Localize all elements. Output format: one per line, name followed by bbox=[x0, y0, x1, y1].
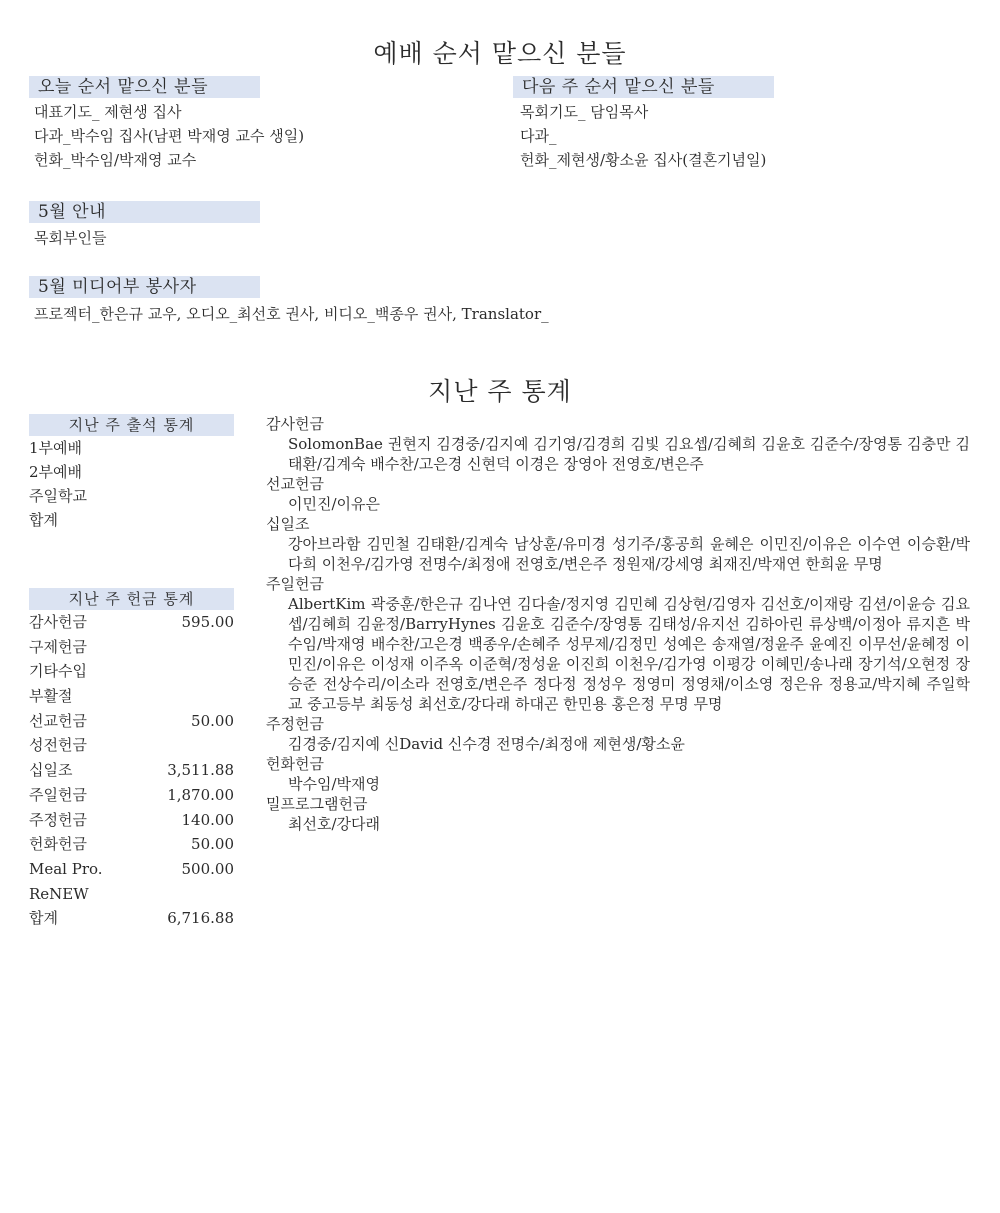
donor-section-title: 주일헌금 bbox=[266, 575, 324, 593]
attendance-row bbox=[29, 508, 234, 532]
offering-row bbox=[29, 659, 234, 684]
next-week-line: 헌화_제현생/황소윤 집사(결혼기념일) bbox=[520, 151, 767, 169]
offering-table bbox=[29, 588, 234, 931]
offering-amount: 595.00 bbox=[181, 613, 234, 631]
offering-row bbox=[29, 783, 234, 808]
donor-section bbox=[266, 714, 970, 754]
offering-row bbox=[29, 610, 234, 635]
offering-row bbox=[29, 832, 234, 857]
donor-names: 박수임/박재영 bbox=[288, 775, 380, 793]
offering-row bbox=[29, 635, 234, 660]
attendance-label: 2부예배 bbox=[29, 463, 83, 481]
donor-section bbox=[266, 754, 970, 794]
offering-label: 부활절 bbox=[29, 687, 73, 706]
media-text: 프로젝터_한은규 교우, 오디오_최선호 권사, 비디오_백종우 권사, Translator_ bbox=[34, 305, 549, 323]
donor-names: 이민진/이유은 bbox=[288, 495, 380, 513]
offering-label: 성전헌금 bbox=[29, 736, 87, 755]
offering-header: 지난 주 헌금 통계 bbox=[29, 588, 234, 610]
offering-label: 구제헌금 bbox=[29, 637, 87, 656]
offering-label: 합계 bbox=[29, 909, 58, 928]
offering-amount: 3,511.88 bbox=[167, 761, 234, 780]
today-list bbox=[34, 100, 304, 172]
attendance-row bbox=[29, 460, 234, 484]
offering-label: 선교헌금 bbox=[29, 711, 87, 730]
attendance-table bbox=[29, 414, 234, 532]
offering-label: 기타수입 bbox=[29, 662, 87, 681]
next-week-list bbox=[520, 100, 766, 172]
offering-amount: 50.00 bbox=[191, 711, 234, 730]
donor-section bbox=[266, 474, 970, 514]
stats-title: 지난 주 통계 bbox=[428, 377, 572, 406]
media-header: 5월 미디어부 봉사자 bbox=[29, 276, 260, 298]
offering-label: 주정헌금 bbox=[29, 810, 87, 829]
donor-section-title: 십일조 bbox=[266, 515, 310, 533]
offering-label: ReNEW bbox=[29, 884, 89, 903]
next-week-line: 다과_ bbox=[520, 127, 557, 145]
donor-names: 최선호/강다래 bbox=[288, 815, 380, 833]
donor-section bbox=[266, 794, 970, 834]
may-info-text: 목회부인들 bbox=[34, 229, 107, 247]
today-line: 헌화_박수임/박재영 교수 bbox=[34, 151, 197, 169]
offering-label: 헌화헌금 bbox=[29, 835, 87, 854]
offering-row bbox=[29, 733, 234, 758]
offering-label: 감사헌금 bbox=[29, 613, 87, 631]
donor-names: 강아브라함 김민철 김태환/김계숙 남상훈/유미경 성기주/홍공희 윤혜은 이민진/이유은 이수연 이승환/박다희 이천우/김가영 전명수/최정애 전영호/변은주 정원재/강세영 최재진/박재연 한희윤 무명 bbox=[288, 535, 970, 573]
offering-row bbox=[29, 906, 234, 931]
offering-amount: 500.00 bbox=[181, 859, 234, 878]
donor-section bbox=[266, 514, 970, 574]
offering-label: Meal Pro. bbox=[29, 859, 103, 878]
offering-row bbox=[29, 758, 234, 783]
offering-amount: 50.00 bbox=[191, 835, 234, 854]
attendance-header: 지난 주 출석 통계 bbox=[29, 414, 234, 436]
donor-section-title: 선교헌금 bbox=[266, 475, 324, 493]
offering-row bbox=[29, 808, 234, 833]
offering-row bbox=[29, 882, 234, 907]
donor-section bbox=[266, 574, 970, 714]
donor-section-title: 감사헌금 bbox=[266, 415, 324, 433]
donor-section-title: 주정헌금 bbox=[266, 715, 324, 733]
service-title: 예배 순서 맡으신 분들 bbox=[373, 39, 627, 68]
today-line: 다과_박수임 집사(남편 박재영 교수 생일) bbox=[34, 127, 305, 145]
offering-row bbox=[29, 709, 234, 734]
donor-names: SolomonBae 권현지 김경중/김지예 김기영/김경희 김빛 김요셉/김혜희 김윤호 김준수/장영통 김충만 김태환/김계숙 배수찬/고은경 신현덕 이경은 장영아 전영호/변은주 bbox=[288, 435, 970, 473]
offering-amount: 1,870.00 bbox=[167, 785, 234, 804]
attendance-label: 합계 bbox=[29, 511, 58, 529]
today-line: 대표기도_ 제현생 집사 bbox=[34, 103, 182, 121]
donor-list bbox=[266, 414, 970, 834]
offering-row bbox=[29, 684, 234, 709]
donor-section bbox=[266, 414, 970, 474]
donor-section-title: 헌화헌금 bbox=[266, 755, 324, 773]
attendance-row bbox=[29, 436, 234, 460]
offering-label: 십일조 bbox=[29, 761, 73, 780]
next-week-line: 목회기도_ 담임목사 bbox=[520, 103, 649, 121]
attendance-row bbox=[29, 484, 234, 508]
offering-label: 주일헌금 bbox=[29, 785, 87, 804]
offering-amount: 6,716.88 bbox=[167, 909, 234, 928]
attendance-label: 1부예배 bbox=[29, 439, 83, 457]
next-week-header: 다음 주 순서 맡으신 분들 bbox=[513, 76, 774, 98]
attendance-label: 주일학교 bbox=[29, 487, 87, 505]
donor-section-title: 밀프로그램헌금 bbox=[266, 795, 368, 813]
offering-row bbox=[29, 857, 234, 882]
today-header: 오늘 순서 맡으신 분들 bbox=[29, 76, 260, 98]
may-info-header: 5월 안내 bbox=[29, 201, 260, 223]
donor-names: 김경중/김지예 신David 신수경 전명수/최정애 제현생/황소윤 bbox=[288, 735, 685, 753]
offering-amount: 140.00 bbox=[181, 810, 234, 829]
donor-names: AlbertKim 곽중훈/한은규 김나연 김다솔/정지영 김민혜 김상현/김영자 김선호/이재랑 김션/이윤승 김요셉/김혜희 김윤정/BarryHynes 김윤호 김준수/장영통 김태성/유지선 김하아린 류상백/이정아 류지흔 박수임/박재영 배수찬/고은경 백종우/손혜주 성무제/김정민 성예은 송재열/정윤주 윤예진 이무선/윤혜정 이민진/이유은 이성재 이주옥 이준혁/정성윤 이진희 이천우/김가영 이평강 이혜민/송나래 장기석/오현정 장승준 전상수리/이소라 전영호/변은주 정다정 정성우 정영미 정영채/이소영 정은유 정용교/박지혜 주일학교 중고등부 최동성 최선호/강다래 하대곤 한민용 홍은정 무명 무명 bbox=[288, 595, 970, 713]
